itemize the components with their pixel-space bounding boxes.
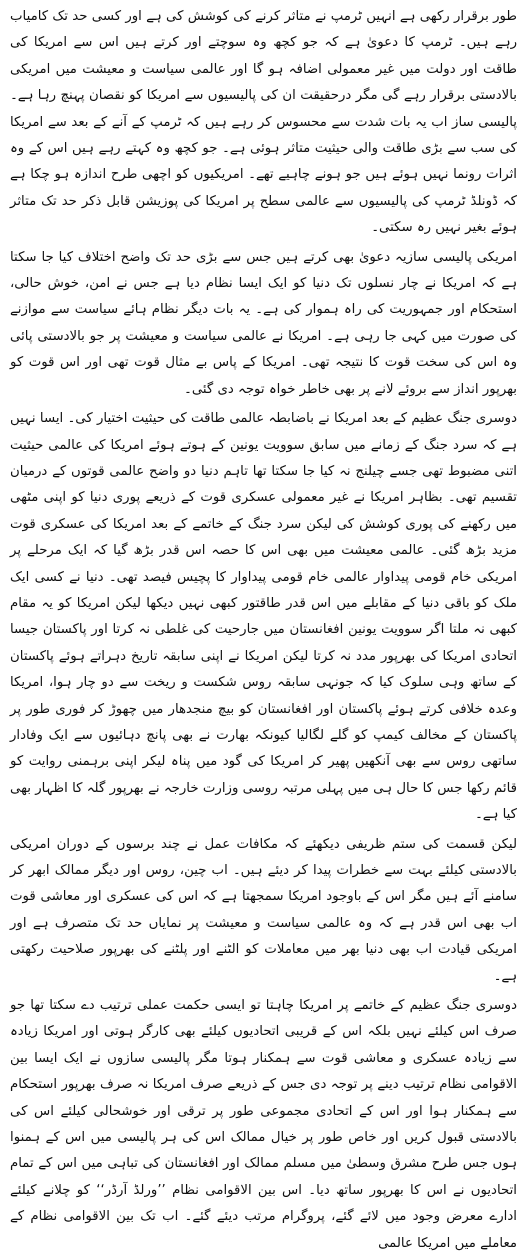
- article-paragraph-1: طور برقرار رکھی ہے انہیں ٹرمپ نے متاثر کرنے کی کوشش کی ہے اور کسی حد تک کامیاب رہے ہیں۔ ٹرمپ کا دعویٰ ہے کہ جو کچھ وہ سوچتے اور کرتے ہیں اس سے امریکا کی طاقت اور دولت میں غیر معمولی اضافہ ہو گا اور عالمی سیاست و معیشت میں امریکی بالادستی برقرار رہے گی مگر درحقیقت ان کی پالیسیوں سے امریکا کو نقصان پہنچ رہا ہے۔ پالیسی ساز اب یہ بات شدت سے محسوس کر رہے ہیں کہ ٹرمپ کے آنے کے بعد سے امریکا کی سب سے بڑی طاقت والی حیثیت متاثر ہوئی ہے۔ جو کچھ وہ کہتے رہے ہیں اس کے وہ اثرات رونما نہیں ہوئے ہیں جو ہونے چاہیے تھے۔ امریکیوں کو اچھی طرح اندازہ ہو چکا ہے کہ ڈونلڈ ٹرمپ کی پالیسیوں سے عالمی سطح پر امریکا کی پوزیشن قابل ذکر حد تک متاثر ہوئے بغیر نہیں رہ سکتی۔: [10, 9, 517, 236]
- article-paragraph-4: لیکن قسمت کی ستم ظریفی دیکھئے کہ مکافات عمل نے چند برسوں کے دوران امریکی بالادستی کیلئے بہت سے خطرات پیدا کر دیئے ہیں۔ اب چین، روس اور دیگر ممالک ابھر کر سامنے آئے ہیں مگر اس کے باوجود امریکا سمجھتا ہے کہ اس کی عسکری اور معاشی قوت اب بھی اس قدر ہے کہ وہ عالمی سیاست و معیشت پر نمایاں حد تک متصرف ہے اور امریکی قیادت اب بھی دنیا بھر میں معاملات کو الٹنے اور پلٹنے کی بھرپور صلاحیت رکھتی ہے۔: [10, 836, 517, 984]
- article-paragraph-2: امریکی پالیسی سازیہ دعویٰ بھی کرتے ہیں جس سے بڑی حد تک واضح اختلاف کیا جا سکتا ہے کہ امریکا نے چار نسلوں تک دنیا کو ایک ایسا نظام دیا ہے جس نے امن، خوش حالی، استحکام اور جمہوریت کی راہ ہموار کی ہے۔ یہ بات دیگر نظام ہائے سیاست سے موازنے کی صورت میں کہی جا رہی ہے۔ امریکا نے عالمی سیاست و معیشت پر جو بالادستی پائی وہ اس کی سخت قوت کا نتیجہ تھی۔ امریکا کے پاس بے مثال قوت تھی اور اس قوت کو بھرپور انداز سے بروئے لانے پر بھی خاطر خواہ توجہ دی گئی۔: [10, 249, 517, 397]
- article-paragraph-5: دوسری جنگ عظیم کے خاتمے پر امریکا چاہتا تو ایسی حکمت عملی ترتیب دے سکتا تھا جو صرف اس کیلئے نہیں بلکہ اس کے قریبی اتحادیوں کیلئے بھی کارگر ہوتی اور امریکا زیادہ سے زیادہ عسکری و معاشی قوت سے ہمکنار ہوتا مگر پالیسی سازوں نے ایک ایسا بین الاقوامی نظام ترتیب دینے پر توجہ دی جس کے ذریعے صرف امریکا نہ صرف بھرپور استحکام سے ہمکنار ہوا اور اس کے اتحادی مجموعی طور پر ترقی اور خوشحالی کیلئے اس کی بالادستی قبول کریں اور خاص طور پر خیال ممالک اس کی ہر پالیسی میں اس کے ہمنوا ہوں جس طرح مشرق وسطیٰ میں مسلم ممالک اور افغانستان کی تباہی میں اس کے تمام اتحادیوں نے اس کا بھرپور ساتھ دیا۔ اس بین الاقوامی نظام ’’ورلڈ آرڈر‘‘ کو چلانے کیلئے ادارے معرض وجود میں لائے گئے، پروگرام مرتب دیئے گئے۔ اب تک بین الاقوامی نظام کے معاملے میں امریکا عالمی: [10, 998, 517, 1251]
- article-paragraph-3: دوسری جنگ عظیم کے بعد امریکا نے باضابطہ عالمی طاقت کی حیثیت اختیار کی۔ ایسا نہیں ہے کہ سرد جنگ کے زمانے میں سابق سوویت یونین کے ہوتے ہوئے امریکا کی عالمی حیثیت اتنی مضبوط تھی جسے چیلنج نہ کیا جا سکتا تھا تاہم دنیا دو واضح عالمی قوتوں کے درمیان تقسیم تھی۔ بظاہر امریکا نے غیر معمولی عسکری قوت کے ذریعے پوری دنیا کو اپنی مٹھی میں رکھنے کی پوری کوشش کی لیکن سرد جنگ کے خاتمے کے بعد امریکا کی عسکری قوت مزید بڑھ گئی۔ عالمی معیشت میں بھی اس کا حصہ اس قدر بڑھ گیا کہ ایک مرحلے پر امریکی خام قومی پیداوار عالمی خام قومی پیداوار کا پچیس فیصد تھی۔ دنیا نے کسی ایک ملک کو باقی دنیا کے مقابلے میں اس قدر طاقتور کبھی نہیں دیکھا لیکن امریکا کو یہ مقام کبھی نہ ملتا اگر سوویت یونین افغانستان میں جارحیت کی غلطی نہ کرتا اور پاکستان جیسا اتحادی امریکا کی بھرپور مدد نہ کرتا لیکن امریکا نے اپنی سابقہ تاریخ دہراتے ہوئے پاکستان کے ساتھ وہی سلوک کیا کہ جونہی سابقہ روس شکست و ریخت سے دو چار ہوا، امریکا وعدہ خلافی کرتے ہوئے پاکستان اور افغانستان کو بیچ منجدھار میں چھوڑ کر فوری طور پر پاکستان کے مخالف کیمپ کو گلے لگالیا کیونکہ بھارت نے بھی پانچ دہائیوں سے ایک وفادار ساتھی روس سے بھی آنکھیں پھیر کر امریکا کی گود میں پناہ لیکر اپنی برہمنی روایت کو قائم رکھا جس کا حال ہی میں پہلی مرتبہ روسی وزارت خارجہ نے بھرپور گلہ کا اظہار بھی کیا ہے۔: [10, 411, 517, 823]
